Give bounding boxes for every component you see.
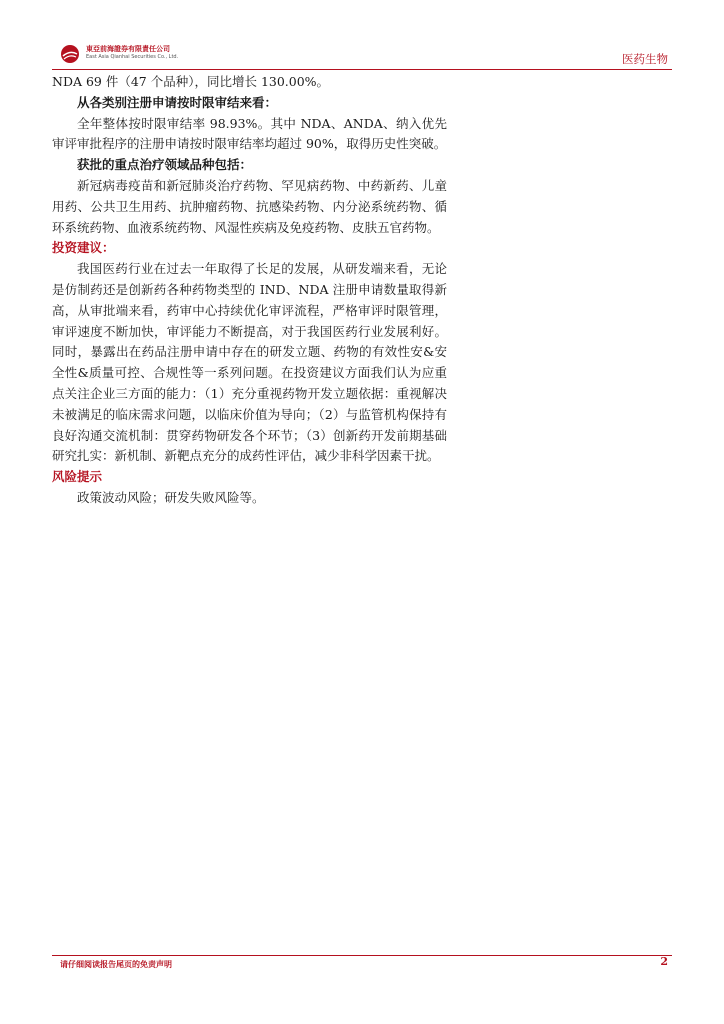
- subheading-review-timeliness: 从各类别注册申请按时限审结来看：: [77, 94, 278, 110]
- header-divider: [52, 69, 672, 70]
- paragraph-nda-count: NDA 69 件（47 个品种），同比增长 130.00%。: [52, 74, 330, 89]
- company-name-cn: 東亞前海證券有限責任公司: [86, 45, 170, 53]
- subheading-key-areas: 获批的重点治疗领域品种包括：: [77, 157, 253, 173]
- company-logo-icon: [60, 44, 80, 64]
- company-logo: [60, 42, 200, 66]
- risk-warning-heading: 风险提示: [52, 469, 103, 485]
- report-body: [52, 72, 447, 509]
- footer-divider: [52, 955, 672, 956]
- paragraph-review-rate: 全年整体按时限审结率 98.93%。其中 NDA、ANDA、纳入优先审评审批程序的注册申请按时限审结率均超过 90%，取得历史性突破。: [52, 115, 447, 152]
- disclaimer-note: 请仔细阅读报告尾页的免责声明: [60, 960, 172, 969]
- risk-warning-text: 政策波动风险；研发失败风险等。: [77, 489, 265, 505]
- paragraph-key-areas: 新冠病毒疫苗和新冠肺炎治疗药物、罕见病药物、中药新药、儿童用药、公共卫生用药、抗肿瘤药物、抗感染药物、内分泌系统药物、循环系统药物、血液系统药物、风湿性疾病及免疫药物、皮肤五官药物。: [52, 177, 447, 235]
- investment-advice-text: 我国医药行业在过去一年取得了长足的发展，从研发端来看，无论是仿制药还是创新药各种药物类型的 IND、NDA 注册申请数量取得新高，从审批端来看，药审中心持续优化审评流程，严格审评时限管理，审评速度不断加快，审评能力不断提高，对于我国医药行业发展利好。同时，暴露出在药品注册申请中存在的研发立题、药物的有效性安&安全性&质量可控、合规性等一系列问题。在投资建议方面我们认为应重点关注企业三方面的能力：（1）充分重视药物开发立题依据：重视解决未被满足的临床需求问题，以临床价值为导向；（2）与监管机构保持有良好沟通交流机制：贯穿药物研发各个环节；（3）创新药开发前期基础研究扎实：新机制、新靶点充分的成药性评估，减少非科学因素干扰。: [52, 261, 447, 464]
- company-name-en: East Asia Qianhai Securities Co., Ltd.: [86, 54, 179, 60]
- page-number: 2: [660, 955, 668, 968]
- section-label: 医药生物: [622, 52, 668, 66]
- investment-advice-heading: 投资建议：: [52, 240, 115, 256]
- page-header: [52, 40, 672, 70]
